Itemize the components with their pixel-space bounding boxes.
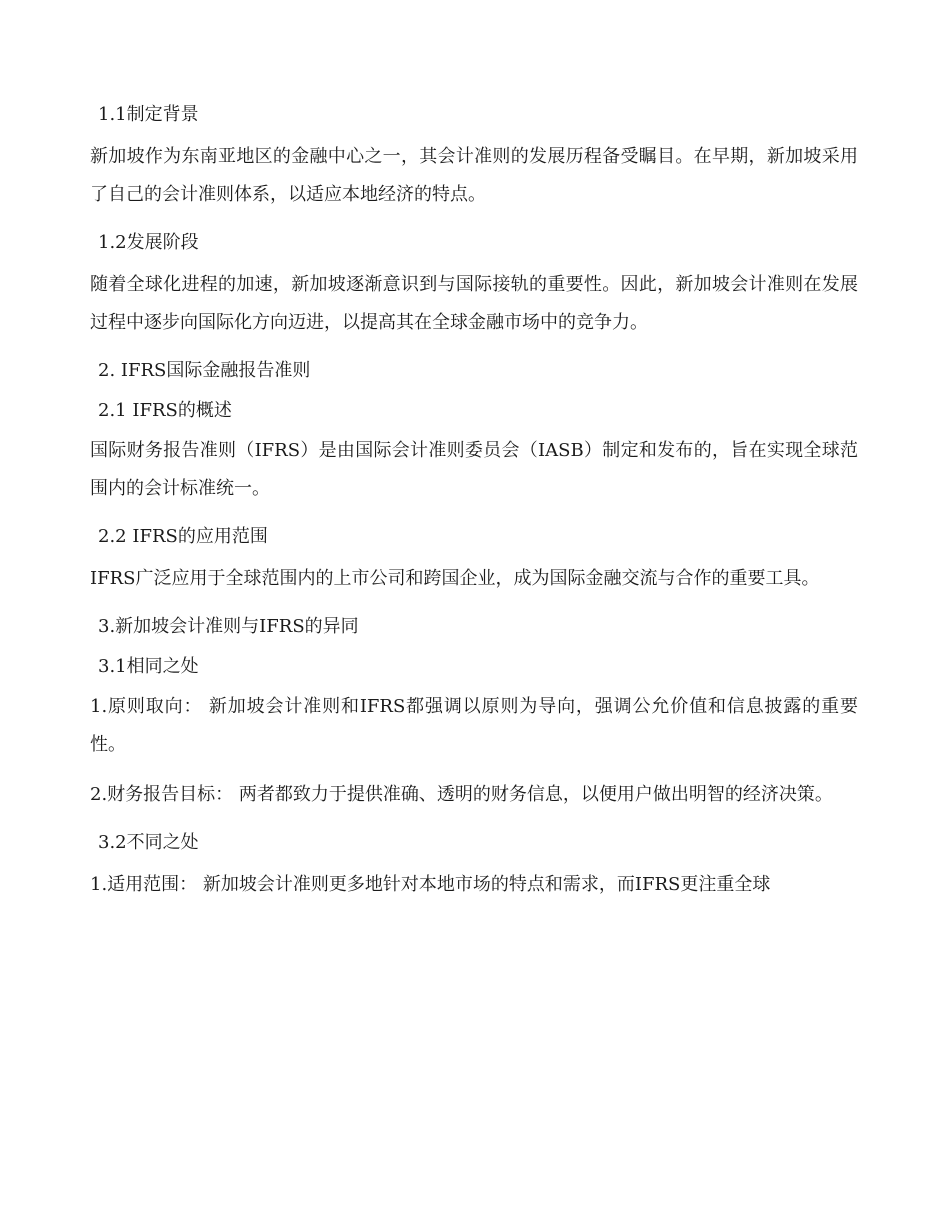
- section-heading-3: 3.新加坡会计准则与IFRS的异同: [98, 616, 359, 637]
- section-heading-2-1: 2.1 IFRS的概述: [98, 400, 232, 421]
- section-heading-1-2: 1.2发展阶段: [98, 232, 199, 253]
- section-heading-3-1: 3.1相同之处: [98, 656, 199, 677]
- paragraph-background: 新加坡作为东南亚地区的金融中心之一，其会计准则的发展历程备受瞩目。在早期，新加坡采用了自己的会计准则体系，以适应本地经济的特点。: [90, 146, 858, 205]
- section-heading-2-2: 2.2 IFRS的应用范围: [98, 526, 268, 547]
- paragraph-difference-1: 1.适用范围： 新加坡会计准则更多地针对本地市场的特点和需求，而IFRS更注重全球: [90, 874, 771, 895]
- section-heading-2: 2. IFRS国际金融报告准则: [98, 360, 311, 381]
- paragraph-similarity-1: 1.原则取向： 新加坡会计准则和IFRS都强调以原则为导向，强调公允价值和信息披露的重要性。: [90, 696, 858, 755]
- paragraph-similarity-2: 2.财务报告目标： 两者都致力于提供准确、透明的财务信息，以便用户做出明智的经济决策。: [90, 784, 833, 805]
- section-heading-1-1: 1.1制定背景: [98, 104, 199, 125]
- section-heading-3-2: 3.2不同之处: [98, 832, 199, 853]
- paragraph-ifrs-overview: 国际财务报告准则（IFRS）是由国际会计准则委员会（IASB）制定和发布的，旨在实现全球范围内的会计标准统一。: [90, 440, 858, 499]
- paragraph-ifrs-scope: IFRS广泛应用于全球范围内的上市公司和跨国企业，成为国际金融交流与合作的重要工具。: [90, 568, 820, 589]
- paragraph-development: 随着全球化进程的加速，新加坡逐渐意识到与国际接轨的重要性。因此，新加坡会计准则在发展过程中逐步向国际化方向迈进，以提高其在全球金融市场中的竞争力。: [90, 274, 858, 333]
